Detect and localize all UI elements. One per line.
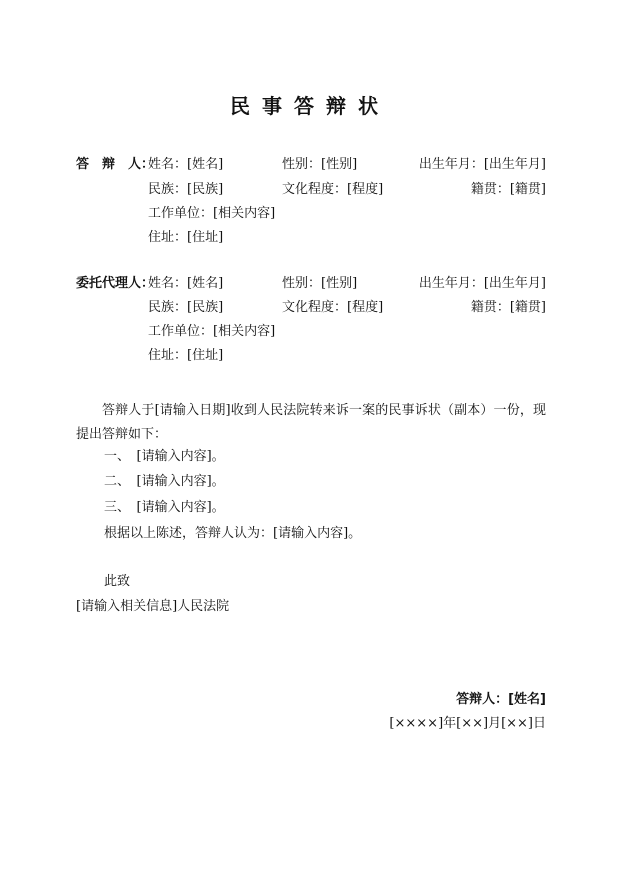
agent-ethnicity: 民族：[民族] [148, 300, 224, 315]
agent-birth: 出生年月：[出生年月] [418, 276, 546, 291]
respondent-native-place: 籍贯：[籍贯] [470, 182, 546, 197]
respondent-education: 文化程度：[程度] [282, 182, 384, 197]
agent-address: 住址：[住址] [148, 348, 224, 363]
defense-item-3: 三、 [请输入内容]。 [104, 500, 225, 515]
agent-native-place: 籍贯：[籍贯] [470, 300, 546, 315]
court-name: [请输入相关信息]人民法院 [76, 599, 230, 614]
signature-label: 答辩人：[姓名] [456, 692, 546, 707]
agent-role-label: 委托代理人： [76, 276, 155, 291]
agent-education: 文化程度：[程度] [282, 300, 384, 315]
respondent-address: 住址：[住址] [148, 230, 224, 245]
respondent-birth: 出生年月：[出生年月] [418, 157, 546, 172]
agent-workplace: 工作单位：[相关内容] [148, 324, 276, 339]
agent-name: 姓名：[姓名] [148, 276, 224, 291]
intro-paragraph: 答辩人于[请输入日期]收到人民法院转来诉一案的民事诉状（副本）一份，现提出答辩如下： [76, 403, 546, 442]
respondent-name: 姓名：[姓名] [148, 157, 224, 172]
respondent-ethnicity: 民族：[民族] [148, 182, 224, 197]
defense-item-2: 二、 [请输入内容]。 [104, 474, 225, 489]
signature-date: [××××]年[××]月[××]日 [389, 716, 546, 731]
respondent-role-label: 答 辩 人： [76, 157, 155, 172]
defense-item-1: 一、 [请输入内容]。 [104, 449, 225, 464]
salutation: 此致 [104, 574, 131, 589]
respondent-gender: 性别：[性别] [282, 157, 358, 172]
conclusion-line: 根据以上陈述，答辩人认为：[请输入内容]。 [104, 526, 362, 541]
respondent-workplace: 工作单位：[相关内容] [148, 206, 276, 221]
agent-gender: 性别：[性别] [282, 276, 358, 291]
document-title: 民事答辩状 [230, 94, 390, 118]
